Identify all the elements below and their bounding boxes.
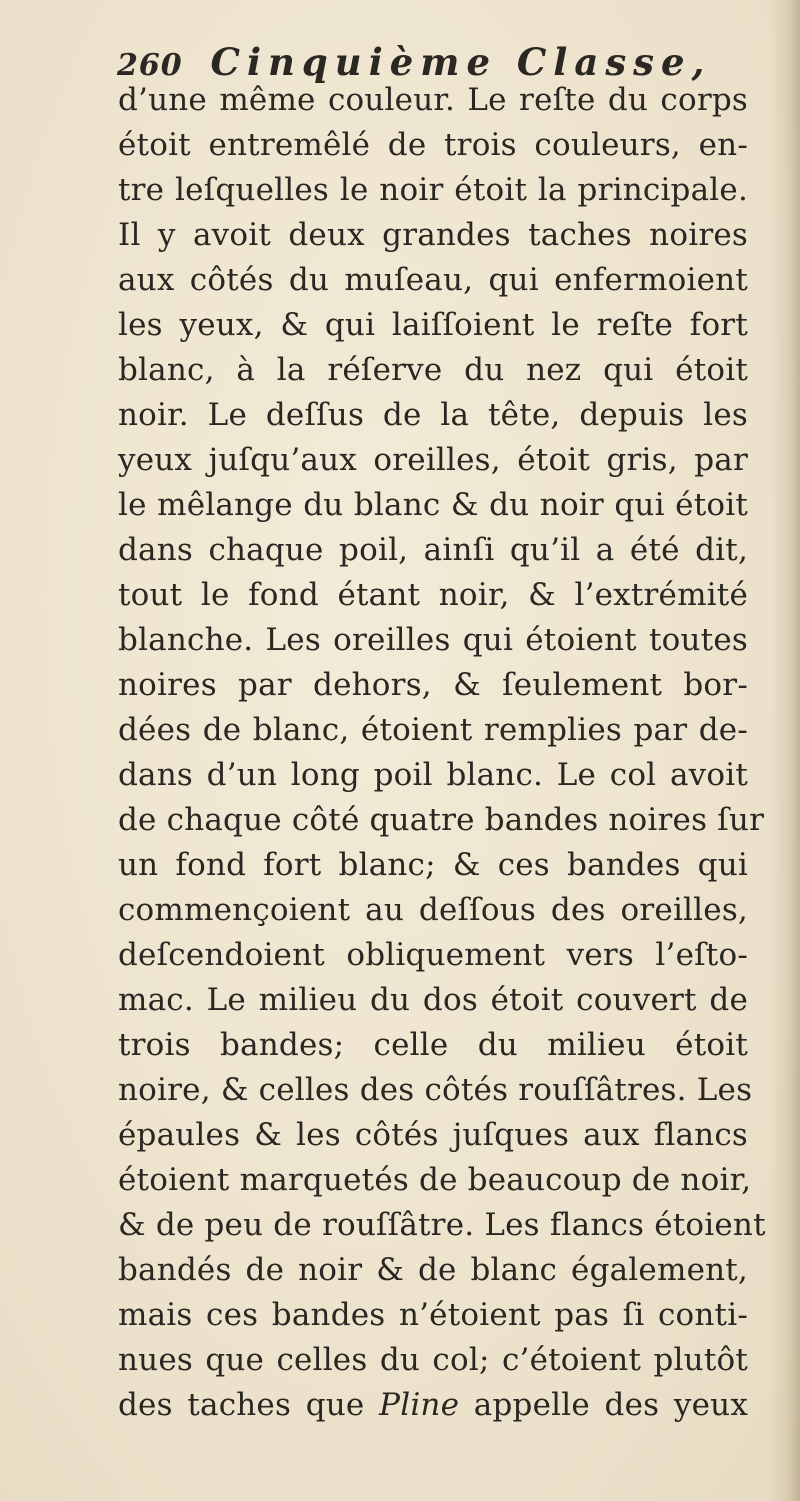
text-line: le mêlange du blanc & du noir qui étoit <box>118 487 748 523</box>
text-line: commençoient au deſſous des oreilles, <box>118 892 748 928</box>
text-line: les yeux, & qui laiſſoient le reſte fort <box>118 307 748 343</box>
text-line: dans chaque poil, ainſi qu’il a été dit, <box>118 532 748 568</box>
text-line: noire, & celles des côtés rouſſâtres. Les <box>118 1072 753 1108</box>
text-line: tre leſquelles le noir étoit la principale. <box>118 172 748 208</box>
text-line: mais ces bandes n’étoient pas ſi conti- <box>118 1297 748 1333</box>
text-line: & de peu de rouſſâtre. Les flancs étoient <box>118 1207 766 1243</box>
text-line: deſcendoient obliquement vers l’eſto- <box>118 937 748 973</box>
text-line: d’une même couleur. Le reſte du corps <box>118 82 748 118</box>
text-fragment: des taches que <box>118 1387 380 1423</box>
text-fragment: appelle des yeux <box>459 1387 748 1423</box>
text-line: dées de blanc, étoient remplies par de- <box>118 712 748 748</box>
text-line: noir. Le deſſus de la tête, depuis les <box>118 397 748 433</box>
text-line: yeux juſqu’aux oreilles, étoit gris, par <box>118 442 748 478</box>
text-line: bandés de noir & de blanc également, <box>118 1252 748 1288</box>
text-line: Il y avoit deux grandes taches noires <box>118 217 748 253</box>
text-line: noires par dehors, & ſeulement bor- <box>118 667 748 703</box>
text-line: blanche. Les oreilles qui étoient toutes <box>118 622 748 658</box>
text-line: de chaque côté quatre bandes noires ſur <box>118 802 765 838</box>
text-line: trois bandes; celle du milieu étoit <box>118 1027 748 1063</box>
text-line: aux côtés du muſeau, qui enfermoient <box>118 262 748 298</box>
text-line: nues que celles du col; c’étoient plutôt <box>118 1342 748 1378</box>
text-line: étoit entremêlé de trois couleurs, en- <box>118 127 748 163</box>
text-line: blanc, à la réſerve du nez qui étoit <box>118 352 748 388</box>
text-line: épaules & les côtés juſques aux flancs <box>118 1117 748 1153</box>
text-line: tout le fond étant noir, & l’extrémité <box>118 577 748 613</box>
text-line: étoient marquetés de beaucoup de noir, <box>118 1162 752 1198</box>
text-line: dans d’un long poil blanc. Le col avoit <box>118 757 748 793</box>
running-title: Cinquième Classe, <box>210 40 712 84</box>
page-number: 260 <box>117 48 183 83</box>
text-line-last <box>118 1385 748 1425</box>
italic-name: Pline <box>379 1387 460 1423</box>
text-line: un fond fort blanc; & ces bandes qui <box>118 847 748 883</box>
text-line: mac. Le milieu du dos étoit couvert de <box>118 982 748 1018</box>
